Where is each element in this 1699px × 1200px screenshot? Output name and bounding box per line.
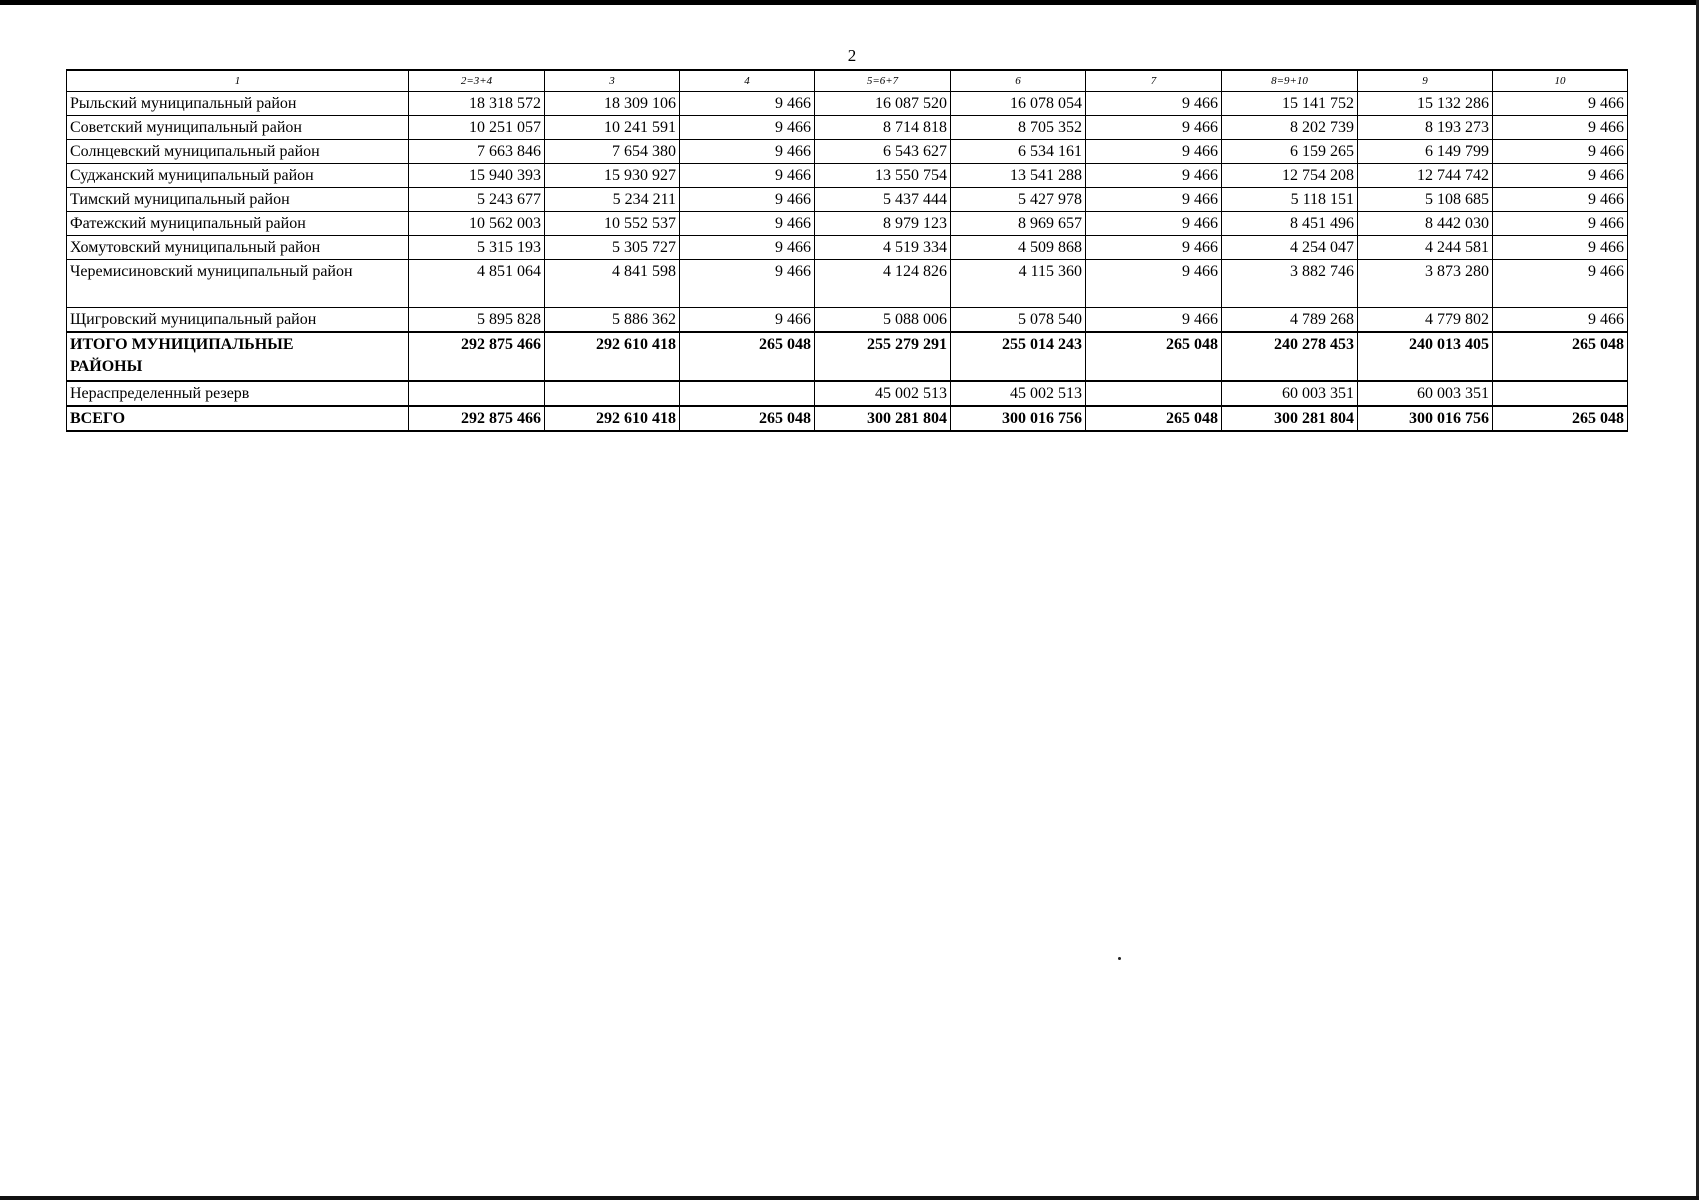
reserve-name-cell: Нераспределенный резерв bbox=[67, 381, 409, 406]
value-cell: 15 141 752 bbox=[1222, 92, 1358, 116]
value-cell: 9 466 bbox=[680, 236, 815, 260]
column-header: 1 bbox=[67, 70, 409, 92]
value-cell: 265 048 bbox=[1086, 332, 1222, 381]
column-header: 10 bbox=[1493, 70, 1628, 92]
value-cell: 255 014 243 bbox=[951, 332, 1086, 381]
value-cell: 9 466 bbox=[1493, 164, 1628, 188]
value-cell bbox=[680, 381, 815, 406]
value-cell: 7 654 380 bbox=[545, 140, 680, 164]
scan-edge-bottom bbox=[0, 1196, 1699, 1200]
value-cell bbox=[1086, 381, 1222, 406]
value-cell: 4 519 334 bbox=[815, 236, 951, 260]
district-name-cell: Суджанский муниципальный район bbox=[67, 164, 409, 188]
page-number: 2 bbox=[847, 46, 857, 65]
value-cell: 9 466 bbox=[1086, 308, 1222, 333]
table-row-khomutovsky bbox=[67, 236, 1628, 260]
value-cell: 5 315 193 bbox=[409, 236, 545, 260]
value-cell: 4 841 598 bbox=[545, 260, 680, 308]
column-header: 2=3+4 bbox=[409, 70, 545, 92]
value-cell: 9 466 bbox=[680, 308, 815, 333]
column-header: 7 bbox=[1086, 70, 1222, 92]
value-cell: 5 078 540 bbox=[951, 308, 1086, 333]
value-cell: 265 048 bbox=[680, 406, 815, 431]
value-cell: 7 663 846 bbox=[409, 140, 545, 164]
value-cell: 6 543 627 bbox=[815, 140, 951, 164]
value-cell: 6 159 265 bbox=[1222, 140, 1358, 164]
total-name-cell: ВСЕГО bbox=[67, 406, 409, 431]
value-cell: 292 875 466 bbox=[409, 332, 545, 381]
column-header: 5=6+7 bbox=[815, 70, 951, 92]
value-cell: 10 552 537 bbox=[545, 212, 680, 236]
district-name-cell: Солнцевский муниципальный район bbox=[67, 140, 409, 164]
value-cell: 9 466 bbox=[1086, 236, 1222, 260]
value-cell: 4 254 047 bbox=[1222, 236, 1358, 260]
value-cell: 10 251 057 bbox=[409, 116, 545, 140]
value-cell: 5 437 444 bbox=[815, 188, 951, 212]
value-cell: 60 003 351 bbox=[1358, 381, 1493, 406]
table-row-sovetsky bbox=[67, 116, 1628, 140]
value-cell: 4 509 868 bbox=[951, 236, 1086, 260]
value-cell: 15 940 393 bbox=[409, 164, 545, 188]
value-cell: 10 562 003 bbox=[409, 212, 545, 236]
scan-edge-top bbox=[0, 0, 1699, 5]
value-cell: 4 124 826 bbox=[815, 260, 951, 308]
column-header: 6 bbox=[951, 70, 1086, 92]
value-cell: 8 193 273 bbox=[1358, 116, 1493, 140]
value-cell: 8 451 496 bbox=[1222, 212, 1358, 236]
value-cell: 9 466 bbox=[1086, 92, 1222, 116]
value-cell: 6 534 161 bbox=[951, 140, 1086, 164]
table-row-grand-total bbox=[67, 406, 1628, 431]
value-cell: 9 466 bbox=[1493, 140, 1628, 164]
table-row-rylsky bbox=[67, 92, 1628, 116]
table-row-cheremisinovsky bbox=[67, 260, 1628, 308]
district-name-cell: Советский муниципальный район bbox=[67, 116, 409, 140]
value-cell: 45 002 513 bbox=[951, 381, 1086, 406]
value-cell: 8 714 818 bbox=[815, 116, 951, 140]
value-cell bbox=[409, 381, 545, 406]
value-cell: 265 048 bbox=[1493, 406, 1628, 431]
value-cell: 6 149 799 bbox=[1358, 140, 1493, 164]
value-cell: 292 610 418 bbox=[545, 332, 680, 381]
value-cell: 265 048 bbox=[1493, 332, 1628, 381]
value-cell: 4 851 064 bbox=[409, 260, 545, 308]
value-cell: 255 279 291 bbox=[815, 332, 951, 381]
value-cell: 9 466 bbox=[1493, 92, 1628, 116]
value-cell bbox=[1493, 381, 1628, 406]
value-cell: 9 466 bbox=[1086, 164, 1222, 188]
value-cell: 265 048 bbox=[1086, 406, 1222, 431]
subtotal-name-line2: РАЙОНЫ bbox=[70, 358, 143, 375]
value-cell: 9 466 bbox=[680, 188, 815, 212]
value-cell: 18 309 106 bbox=[545, 92, 680, 116]
value-cell: 13 541 288 bbox=[951, 164, 1086, 188]
table-row-subtotal bbox=[67, 332, 1628, 381]
value-cell: 8 705 352 bbox=[951, 116, 1086, 140]
value-cell: 5 427 978 bbox=[951, 188, 1086, 212]
value-cell: 265 048 bbox=[680, 332, 815, 381]
value-cell: 9 466 bbox=[680, 164, 815, 188]
district-name-cell: Черемисиновский муниципальный район bbox=[67, 260, 409, 308]
value-cell: 5 895 828 bbox=[409, 308, 545, 333]
column-header: 3 bbox=[545, 70, 680, 92]
value-cell: 5 108 685 bbox=[1358, 188, 1493, 212]
value-cell: 9 466 bbox=[680, 116, 815, 140]
value-cell: 9 466 bbox=[1086, 188, 1222, 212]
column-number-header-row bbox=[67, 70, 1628, 92]
value-cell: 300 281 804 bbox=[815, 406, 951, 431]
value-cell: 9 466 bbox=[680, 260, 815, 308]
value-cell: 5 118 151 bbox=[1222, 188, 1358, 212]
district-name-cell: Хомутовский муниципальный район bbox=[67, 236, 409, 260]
value-cell: 13 550 754 bbox=[815, 164, 951, 188]
value-cell: 9 466 bbox=[1086, 260, 1222, 308]
value-cell: 9 466 bbox=[1493, 188, 1628, 212]
value-cell: 300 016 756 bbox=[1358, 406, 1493, 431]
value-cell: 8 979 123 bbox=[815, 212, 951, 236]
value-cell: 8 202 739 bbox=[1222, 116, 1358, 140]
value-cell: 9 466 bbox=[1493, 308, 1628, 333]
value-cell: 15 132 286 bbox=[1358, 92, 1493, 116]
value-cell: 5 088 006 bbox=[815, 308, 951, 333]
value-cell: 9 466 bbox=[1086, 140, 1222, 164]
value-cell: 300 016 756 bbox=[951, 406, 1086, 431]
value-cell: 240 278 453 bbox=[1222, 332, 1358, 381]
subtotal-name-line1: ИТОГО МУНИЦИПАЛЬНЫЕ bbox=[70, 336, 294, 353]
value-cell: 8 969 657 bbox=[951, 212, 1086, 236]
value-cell: 9 466 bbox=[1493, 116, 1628, 140]
value-cell: 15 930 927 bbox=[545, 164, 680, 188]
value-cell: 8 442 030 bbox=[1358, 212, 1493, 236]
district-name-cell: Тимский муниципальный район bbox=[67, 188, 409, 212]
table-row-fatezhsky bbox=[67, 212, 1628, 236]
value-cell: 12 754 208 bbox=[1222, 164, 1358, 188]
value-cell: 9 466 bbox=[1086, 116, 1222, 140]
column-header: 4 bbox=[680, 70, 815, 92]
district-name-cell: Рыльский муниципальный район bbox=[67, 92, 409, 116]
district-name-cell: Фатежский муниципальный район bbox=[67, 212, 409, 236]
value-cell: 292 875 466 bbox=[409, 406, 545, 431]
value-cell: 45 002 513 bbox=[815, 381, 951, 406]
value-cell: 9 466 bbox=[680, 140, 815, 164]
value-cell: 9 466 bbox=[680, 212, 815, 236]
budget-allocation-table bbox=[66, 69, 1628, 432]
value-cell: 3 873 280 bbox=[1358, 260, 1493, 308]
value-cell: 12 744 742 bbox=[1358, 164, 1493, 188]
value-cell: 5 234 211 bbox=[545, 188, 680, 212]
value-cell: 16 087 520 bbox=[815, 92, 951, 116]
value-cell: 4 115 360 bbox=[951, 260, 1086, 308]
value-cell: 9 466 bbox=[1493, 260, 1628, 308]
value-cell: 240 013 405 bbox=[1358, 332, 1493, 381]
value-cell: 9 466 bbox=[1493, 236, 1628, 260]
value-cell: 5 243 677 bbox=[409, 188, 545, 212]
value-cell: 300 281 804 bbox=[1222, 406, 1358, 431]
value-cell: 60 003 351 bbox=[1222, 381, 1358, 406]
value-cell: 3 882 746 bbox=[1222, 260, 1358, 308]
table-row-sudzhansky bbox=[67, 164, 1628, 188]
value-cell: 292 610 418 bbox=[545, 406, 680, 431]
value-cell: 9 466 bbox=[1493, 212, 1628, 236]
district-name-cell: Щигровский муниципальный район bbox=[67, 308, 409, 333]
scan-speck bbox=[1118, 957, 1121, 960]
value-cell: 4 244 581 bbox=[1358, 236, 1493, 260]
subtotal-name-cell bbox=[67, 332, 409, 381]
value-cell: 9 466 bbox=[1086, 212, 1222, 236]
table-row-timsky bbox=[67, 188, 1628, 212]
value-cell: 5 305 727 bbox=[545, 236, 680, 260]
column-header: 9 bbox=[1358, 70, 1493, 92]
table-row-solntsevsky bbox=[67, 140, 1628, 164]
table-row-reserve bbox=[67, 381, 1628, 406]
column-header: 8=9+10 bbox=[1222, 70, 1358, 92]
value-cell: 10 241 591 bbox=[545, 116, 680, 140]
value-cell: 4 789 268 bbox=[1222, 308, 1358, 333]
value-cell: 18 318 572 bbox=[409, 92, 545, 116]
value-cell: 4 779 802 bbox=[1358, 308, 1493, 333]
value-cell: 16 078 054 bbox=[951, 92, 1086, 116]
table-row-shchigrovsky bbox=[67, 308, 1628, 333]
value-cell: 9 466 bbox=[680, 92, 815, 116]
value-cell bbox=[545, 381, 680, 406]
value-cell: 5 886 362 bbox=[545, 308, 680, 333]
